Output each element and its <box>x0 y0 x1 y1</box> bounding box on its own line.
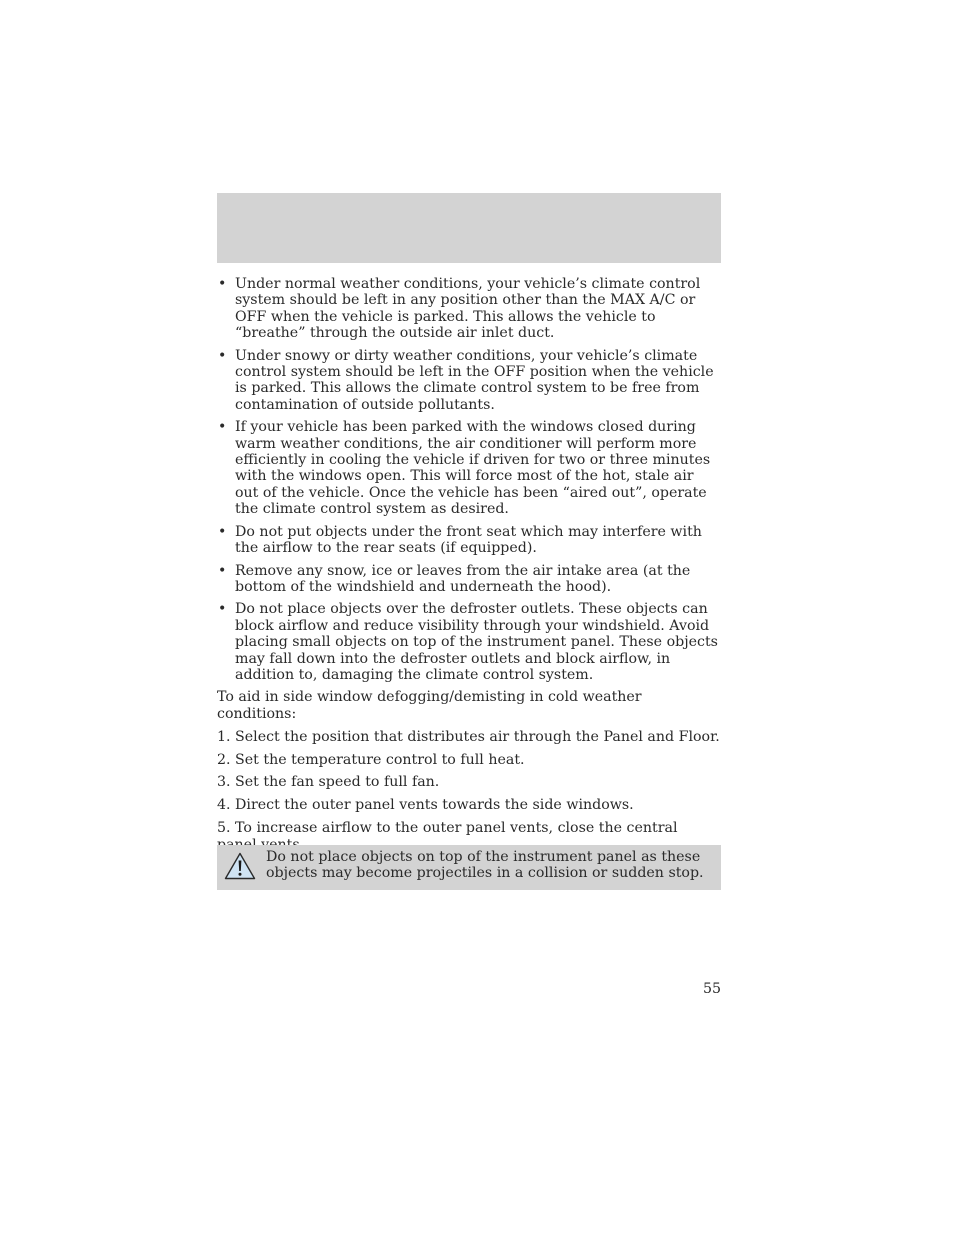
bullet-list <box>217 276 721 683</box>
bullet-dot: • <box>218 601 227 618</box>
bullet-item <box>217 563 721 596</box>
page-content <box>217 276 721 860</box>
defog-step: 1. Select the position that distributes air through the Panel and Floor. <box>217 728 720 745</box>
defog-intro: To aid in side window defogging/demisting in cold weather conditions: <box>217 689 642 722</box>
page-number: 55 <box>702 981 721 997</box>
bullet-dot: • <box>218 419 227 436</box>
bullet-item <box>217 419 721 517</box>
bullet-item <box>217 276 721 342</box>
warning-text: Do not place objects on top of the instrument panel as these objects may become projectiles in a collision or sudden stop. <box>266 849 704 882</box>
bullet-text: Under normal weather conditions, your vehicle’s climate control system should be left in any position other than the MAX A/C or OFF when the vehicle is parked. This allows the vehicle to “breathe” through the outside air inlet duct. <box>235 276 701 342</box>
bullet-dot: • <box>218 562 227 579</box>
bullet-dot: • <box>218 347 227 364</box>
bullet-text: Do not place objects over the defroster outlets. These objects can block airflow and reduce visibility through your windshield. Avoid placing small objects on top of the instrument panel. These objects may fall down into the defroster outlets and block airflow, in addition to, damaging the climate control system. <box>235 601 718 683</box>
bullet-text: If your vehicle has been parked with the windows closed during warm weather conditions, the air conditioner will perform more efficiently in cooling the vehicle if driven for two or three minutes with the windows open. This will force most of the hot, stale air out of the vehicle. Once the vehicle has been “aired out”, operate the climate control system as desired. <box>235 419 711 518</box>
bullet-item <box>217 348 721 414</box>
bullet-dot: • <box>218 523 227 540</box>
bullet-text: Remove any snow, ice or leaves from the air intake area (at the bottom of the windshield and underneath the hood). <box>235 562 691 595</box>
defog-step: 5. To increase airflow to the outer panel vents, close the central <box>217 820 678 837</box>
warning-box <box>217 845 721 890</box>
bullet-text: Under snowy or dirty weather conditions, your vehicle’s climate control system should be left in the OFF position when the vehicle is parked. This allows the climate control system to be free from contamination of outside pollutants. <box>235 347 714 413</box>
defog-step: 3. Set the fan speed to full fan. <box>217 774 440 791</box>
warning-triangle-icon <box>224 852 256 880</box>
defog-step: 4. Direct the outer panel vents towards the side windows. <box>217 797 634 814</box>
bullet-item <box>217 524 721 557</box>
bullet-dot: • <box>218 276 227 292</box>
bullet-item <box>217 601 721 683</box>
header-band <box>217 193 721 263</box>
bullet-text: Do not put objects under the front seat which may interfere with the airflow to the rear seats (if equipped). <box>235 523 702 557</box>
defog-step: 2. Set the temperature control to full heat. <box>217 751 525 768</box>
